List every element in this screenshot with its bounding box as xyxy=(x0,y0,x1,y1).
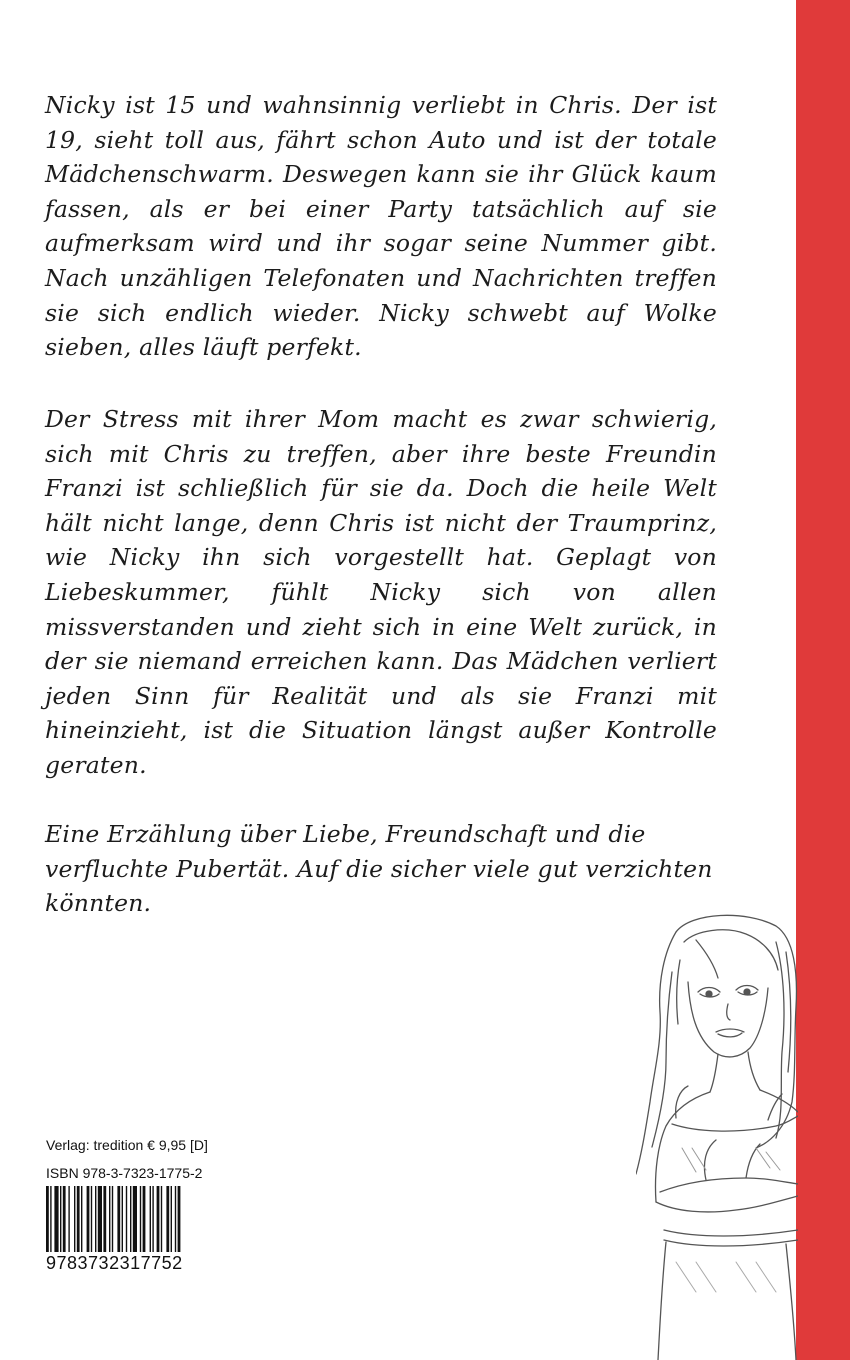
blurb-paragraph-1: Nicky ist 15 und wahnsinnig verliebt in Chris. Der ist 19, sieht toll aus, fährt schon Auto und ist der totale Mädchenschwarm. Deswegen kann sie ihr Glück kaum fassen, als er bei einer Party tatsächlich auf sie aufmerksam wird und ihr sogar seine Nummer gibt. Nach unzähligen Telefonaten und Nachrichten treffen sie sich endlich wieder. Nicky schwebt auf Wolke sieben, alles läuft perfekt. xyxy=(45,91,717,362)
blurb-paragraph-2: Der Stress mit ihrer Mom macht es zwar schwierig, sich mit Chris zu treffen, aber ihre beste Freundin Franzi ist schließlich für sie da. Doch die heile Welt hält nicht lange, denn Chris ist nicht der Traumprinz, wie Nicky ihn sich vorgestellt hat. Geplagt von Liebeskummer, fühlt Nicky sich von allen missverstanden und zieht sich in eine Welt zurück, in der sie niemand erreichen kann. Das Mädchen verliert jeden Sinn für Realität und als sie Franzi mit hineinzieht, ist die Situation längst außer Kontrolle geraten. xyxy=(45,405,717,779)
girl-sketch-illustration xyxy=(636,912,798,1360)
red-spine-strip xyxy=(796,0,850,1360)
publisher-price-line: Verlag: tredition € 9,95 [D] xyxy=(46,1137,208,1153)
isbn-barcode xyxy=(46,1186,222,1252)
blurb-paragraph-3: Eine Erzählung über Liebe, Freundschaft und die verfluchte Pubertät. Auf die sicher viele gut verzichten könnten. xyxy=(45,820,713,918)
isbn-line: ISBN 978-3-7323-1775-2 xyxy=(46,1165,203,1181)
barcode-number: 9783732317752 xyxy=(46,1253,183,1273)
